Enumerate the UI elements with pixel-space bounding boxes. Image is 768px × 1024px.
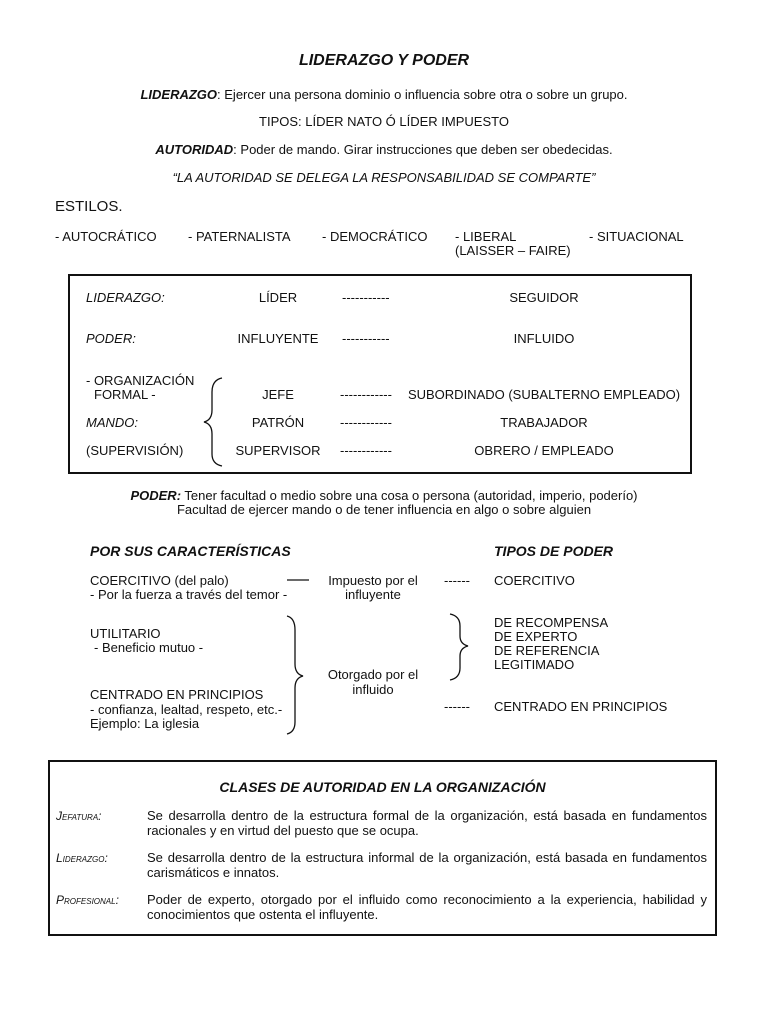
quote: “LA AUTORIDAD SE DELEGA LA RESPONSABILIDAD SE COMPARTE” [172,170,596,185]
tipo-recompensa: DE RECOMPENSA [494,615,609,630]
estilos-heading: ESTILOS. [55,198,123,215]
box1-influyente: INFLUYENTE [237,331,319,346]
page-title: LIDERAZGO Y PODER [298,52,470,69]
dash-centrado: ------ [444,699,470,714]
autoridad-text: : Poder de mando. Girar instrucciones que deben ser obedecidas. [233,142,613,157]
clase-label-liderazgo: Liderazgo: [56,851,108,865]
tipo-legitimado: LEGITIMADO [494,657,575,672]
clases-heading: CLASES DE AUTORIDAD EN LA ORGANIZACIÓN [219,779,546,795]
estilo-democratico: - DEMOCRÁTICO [322,229,428,244]
impuesto-line1: Impuesto por el [328,573,418,588]
autoridad-term: AUTORIDAD [155,142,234,157]
clase-text-jefatura: Se desarrolla dentro de la estructura formal de la organización, está basada en fundamentos racionales y en virtud del puesto que se ocupa. [147,808,707,838]
box1-org-line1: - ORGANIZACIÓN [86,373,195,388]
estilo-paternalista: - PATERNALISTA [188,229,291,244]
box1-subordinado: SUBORDINADO (SUBALTERNO EMPLEADO) [407,387,681,402]
otorgado-line1: Otorgado por el [327,667,419,682]
impuesto-line2: influyente [345,587,401,602]
utilitario-line1: UTILITARIO [90,626,161,641]
box1-label-poder: PODER: [86,331,136,346]
tipo-coercitivo: COERCITIVO [494,573,575,588]
box1-seguidor: SEGUIDOR [509,290,579,305]
centrado-line1: CENTRADO EN PRINCIPIOS [90,687,264,702]
poder-line1: Tener facultad o medio sobre una cosa o persona (autoridad, imperio, poderío) [181,488,638,503]
poder-line2: Facultad de ejercer mando o de tener influencia en algo o sobre alguien [176,502,592,517]
tipo-referencia: DE REFERENCIA [494,643,600,658]
clase-text-profesional: Poder de experto, otorgado por el influido como reconocimiento a la experiencia, habilidad y conocimientos que ostenta el influyente. [147,892,707,922]
poder-term: PODER: [130,488,182,503]
box1-dash-5: ------------ [340,443,392,458]
estilo-situacional: - SITUACIONAL [589,229,684,244]
estilo-autocratico: - AUTOCRÁTICO [55,229,157,244]
box1-jefe: JEFE [262,387,294,402]
box1-patron: PATRÓN [251,415,305,430]
caracteristicas-heading: POR SUS CARACTERÍSTICAS [90,543,291,559]
clase-label-profesional: Profesional: [56,893,119,907]
box1-lider: LÍDER [258,290,298,305]
tipo-centrado: CENTRADO EN PRINCIPIOS [494,699,668,714]
box1-label-supervision: (SUPERVISIÓN) [86,443,184,458]
box1-trabajador: TRABAJADOR [500,415,588,430]
box1-dash-3: ------------ [340,387,392,402]
liderazgo-text: : Ejercer una persona dominio o influencia sobre otra o sobre un grupo. [217,87,628,102]
box1-obrero: OBRERO / EMPLEADO [474,443,614,458]
box1-label-liderazgo: LIDERAZGO: [86,290,165,305]
centrado-line2: - confianza, lealtad, respeto, etc.- [90,702,283,717]
liderazgo-term: LIDERAZGO [140,87,218,102]
otorgado-line2: influido [352,682,394,697]
box1-org-line2: FORMAL - [94,387,156,402]
clase-label-jefatura: Jefatura: [56,809,102,823]
box1-dash-2: ----------- [342,331,390,346]
centrado-line3: Ejemplo: La iglesia [90,716,200,731]
coercitivo-line1: COERCITIVO (del palo) [90,573,229,588]
coercitivo-line2: - Por la fuerza a través del temor - [90,587,288,602]
estilo-laisser-faire: (LAISSER – FAIRE) [455,243,571,258]
clase-text-liderazgo: Se desarrolla dentro de la estructura informal de la organización, está basada en fundamentos carismáticos e innatos. [147,850,707,880]
tipo-experto: DE EXPERTO [494,629,578,644]
box1-dash-1: ----------- [342,290,390,305]
dash-coercitivo: ------ [444,573,470,588]
tipos-line: TIPOS: LÍDER NATO Ó LÍDER IMPUESTO [259,114,509,129]
box1-label-mando: MANDO: [86,415,138,430]
box1-supervisor: SUPERVISOR [235,443,321,458]
utilitario-line2: - Beneficio mutuo - [94,640,204,655]
box1-dash-4: ------------ [340,415,392,430]
tipos-poder-heading: TIPOS DE PODER [494,543,614,559]
box1-influido: INFLUIDO [513,331,575,346]
estilo-liberal: - LIBERAL [455,229,517,244]
